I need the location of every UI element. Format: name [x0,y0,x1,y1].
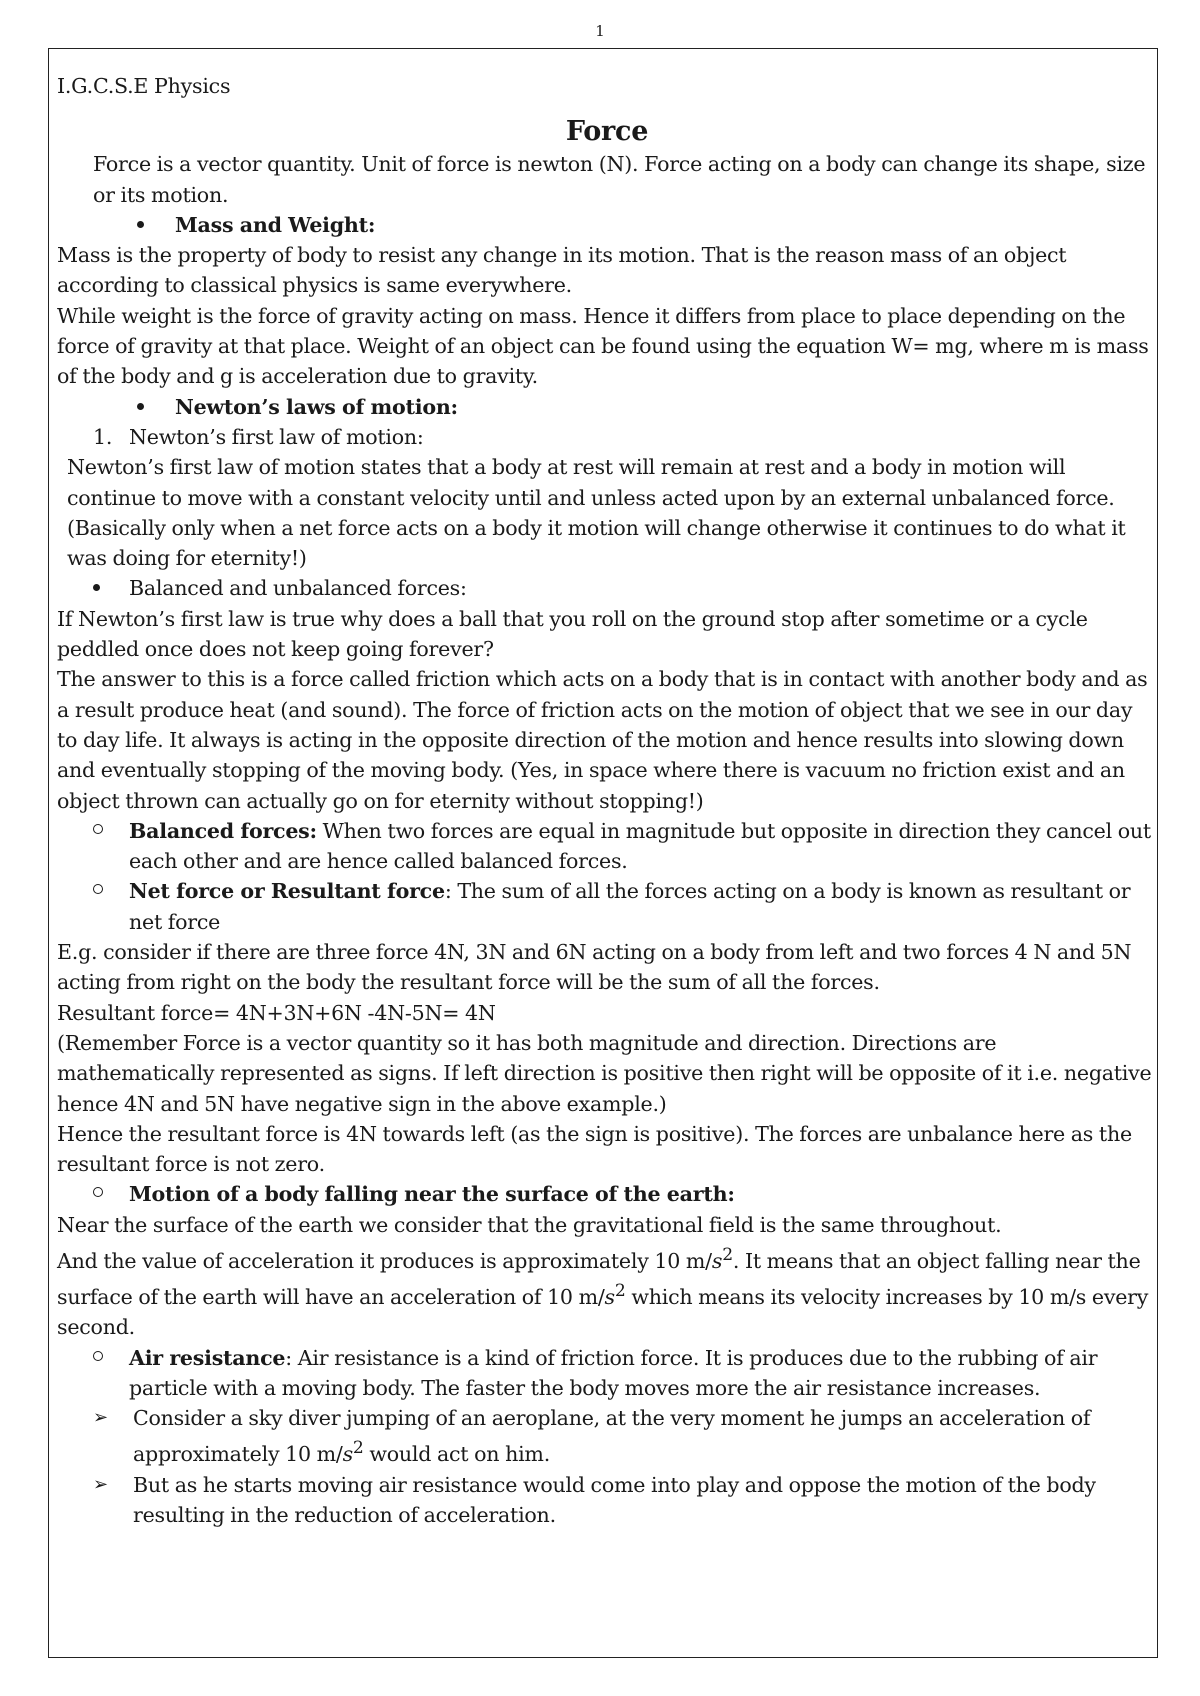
circle-bullet-icon [93,816,129,846]
balanced-heading: Balanced and unbalanced forces: [129,576,467,601]
air-resistance-label: Air resistance [129,1345,286,1370]
balanced-forces-text: When two forces are equal in magnitude but opposite in direction they cancel out each other and are hence called balanced forces. [129,818,1151,874]
item-balanced-forces [57,816,1157,877]
document-content [57,71,1157,1530]
acceleration-paragraph: And the value of acceleration it produces is approximately 10 $m/s^2$. It means that an object falling near the surface of the earth will have an acceleration of 10 $m/s^2$ which means its velocity increases by 10 m/s every second. [57,1244,1149,1340]
arrow-item-air-resistance [57,1470,1157,1531]
bullet-mass-weight [57,210,1157,240]
newton-laws-heading: Newton’s laws of motion: [175,394,458,419]
page-title: Force [565,116,649,148]
first-law-note: (Basically only when a net force acts on a body it motion will change otherwise it continues to do what it was doing for eternity!) [67,515,1126,571]
circle-bullet-icon [93,1343,129,1373]
vector-note: (Remember Force is a vector quantity so it has both magnitude and direction. Directions are mathematically represented as signs. If left direction is positive then right will be opposite of it i.e. negative hence 4N and 5N have negative sign in the above example.) [57,1030,1152,1116]
air-resistance-text: : Air resistance is a kind of friction force. It is produces due to the rubbing of air particle with a moving body. The faster the body moves more the air resistance increases. [129,1345,1098,1400]
item-air-resistance [57,1343,1157,1404]
intro-paragraph: Force is a vector quantity. Unit of force is newton (N). Force acting on a body can change its shape, size or its motion. [93,152,1146,207]
net-force-text: : The sum of all the forces acting on a body is known as resultant or net force [129,879,1131,934]
balanced-forces-label: Balanced forces: [129,818,317,843]
item-net-force [57,876,1157,937]
first-law-paragraph: Newton’s first law of motion states that a body at rest will remain at rest and a body in motion will continue to move with a constant velocity until and unless acted upon by an external unbalanced force. [67,455,1115,510]
gravity-field-paragraph: Near the surface of the earth we consider that the gravitational field is the same throughout. [57,1212,1002,1237]
resultant-equation: Resultant force= 4N+3N+6N -4N-5N= 4N [57,1000,496,1025]
bullet-icon [137,392,175,422]
friction-answer: The answer to this is a force called friction which acts on a body that is in contact with another body and as a result produce heat (and sound). The force of friction acts on the motion of object that we see in our day to day life. It always is acting in the opposite direction of the motion and hence results into slowing down and eventually stopping of the moving body. (Yes, in space where there is vacuum no friction exist and an object thrown can actually go on for eternity without stopping!) [57,667,1148,813]
skydiver-text: Consider a sky diver jumping of an aeroplane, at the very moment he jumps an acceleration of approximately 10 $m/s^2$ would act on him. [133,1406,1091,1467]
item-falling-body [57,1179,1157,1209]
arrow-bullet-icon: ➢ [93,1473,108,1495]
course-header: I.G.C.S.E Physics [57,74,231,98]
page-frame [48,48,1158,1658]
friction-question: If Newton’s first law is true why does a ball that you roll on the ground stop after sometime or a cycle peddled once does not keep going forever? [57,606,1088,662]
bullet-icon [137,210,175,240]
net-force-label: Net force or Resultant force [129,879,445,904]
circle-bullet-icon [93,1179,129,1209]
weight-paragraph: While weight is the force of gravity acting on mass. Hence it differs from place to place depending on the force of gravity at that place. Weight of an object can be found using the equation W= mg, where m is mass of the body and g is acceleration due to gravity. [57,303,1149,389]
bullet-newton-laws [57,392,1157,422]
numbered-first-law [57,422,1157,452]
page-number: 1 [595,22,605,40]
arrow-bullet-icon: ➢ [93,1407,108,1429]
resultant-conclusion: Hence the resultant force is 4N towards left (as the sign is positive). The forces are unbalance here as the resultant force is not zero. [57,1121,1132,1177]
arrow-item-skydiver [57,1403,1157,1469]
falling-heading: Motion of a body falling near the surface of the earth: [129,1182,735,1207]
bullet-icon [93,573,129,603]
air-resistance-effect-text: But as he starts moving air resistance would come into play and oppose the motion of the body resulting in the reduction of acceleration. [133,1472,1096,1527]
first-law-title: Newton’s first law of motion: [129,424,424,449]
bullet-balanced-unbalanced [57,573,1157,603]
mass-weight-heading: Mass and Weight: [175,212,376,237]
circle-bullet-icon [93,876,129,906]
example-paragraph: E.g. consider if there are three force 4N, 3N and 6N acting on a body from left and two forces 4 N and 5N acting from right on the body the resultant force will be the sum of all the forces. [57,940,1132,995]
list-number: 1. [93,424,113,449]
mass-paragraph: Mass is the property of body to resist any change in its motion. That is the reason mass of an object according to classical physics is same everywhere. [57,243,1067,298]
